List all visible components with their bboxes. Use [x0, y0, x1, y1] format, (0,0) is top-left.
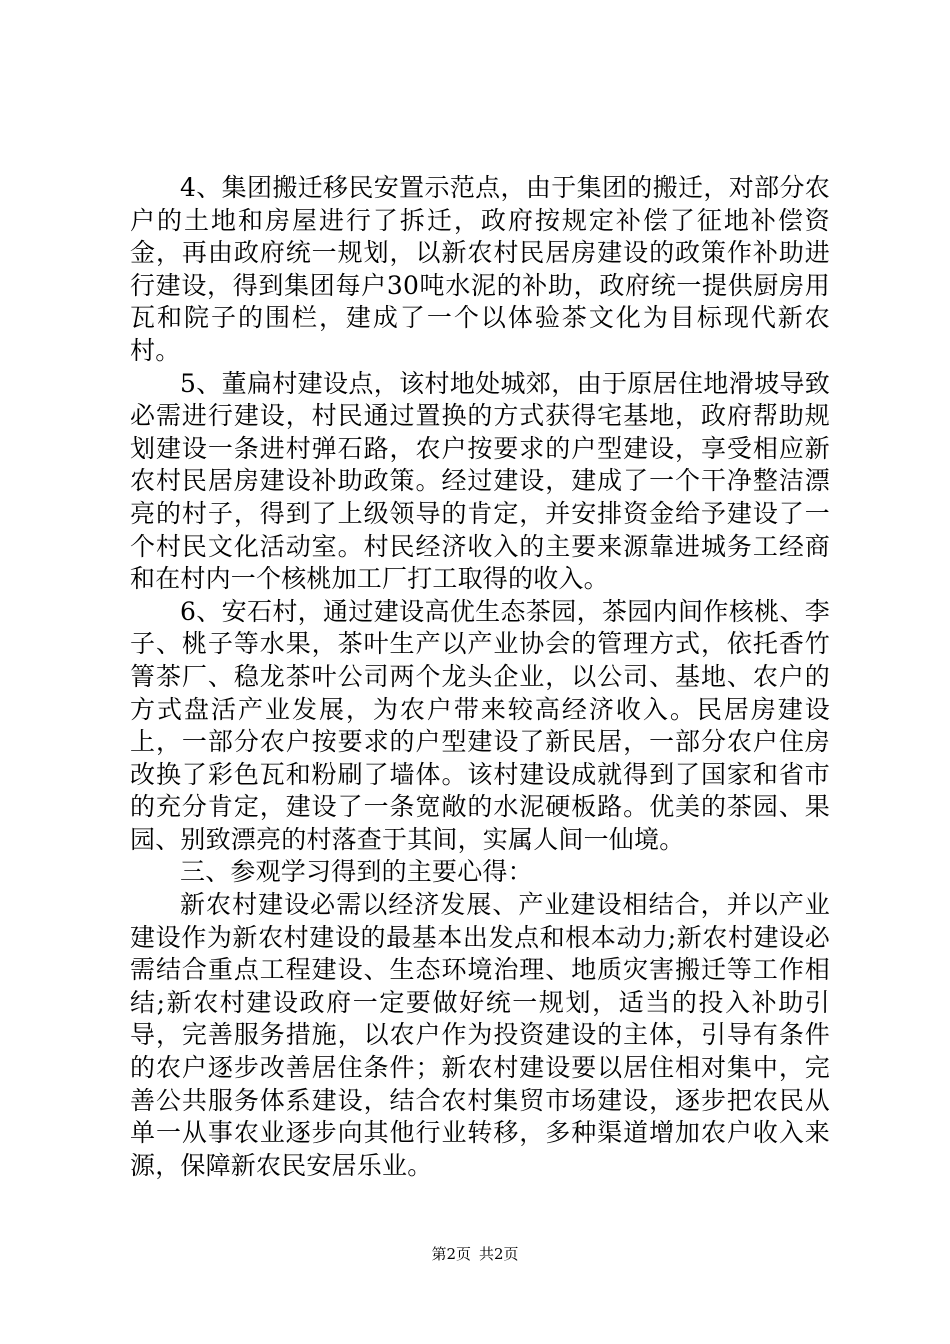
- page-number-current: 第2页: [431, 1245, 471, 1263]
- section-heading-3: 三、参观学习得到的主要心得：: [180, 857, 533, 887]
- document-body: [130, 172, 830, 1182]
- paragraph-section-5: 5、董扁村建设点，该村地处城郊，由于原居住地滑坡导致必需进行建设，村民通过置换的方式获得宅基地，政府帮助规划建设一条进村弹石路，农户按要求的户型建设，享受相应新农村民居房建设补助政策。经过建设，建成了一个干净整洁漂亮的村子，得到了上级领导的肯定，并安排资金给予建设了一个村民文化活动室。村民经济收入的主要来源靠进城务工经商和在村内一个核桃加工厂打工取得的收入。: [130, 368, 830, 594]
- paragraph-section-6: 6、安石村，通过建设高优生态茶园，茶园内间作核桃、李子、桃子等水果，茶叶生产以产业协会的管理方式，依托香竹箐茶厂、稳龙茶叶公司两个龙头企业，以公司、基地、农户的方式盘活产业发展，为农户带来较高经济收入。民居房建设上，一部分农户按要求的户型建设了新民居，一部分农户住房改换了彩色瓦和粉刷了墙体。该村建设成就得到了国家和省市的充分肯定，建设了一条宽敞的水泥硬板路。优美的茶园、果园、别致漂亮的村落查于其间，实属人间一仙境。: [130, 596, 830, 854]
- paragraph-conclusion: 新农村建设必需以经济发展、产业建设相结合，并以产业建设作为新农村建设的最基本出发点和根本动力;新农村建设必需结合重点工程建设、生态环境治理、地质灾害搬迁等工作相结;新农村建设政府一定要做好统一规划，适当的投入补助引导，完善服务措施，以农户作为投资建设的主体，引导有条件的农户逐步改善居住条件；新农村建设要以居住相对集中，完善公共服务体系建设，结合农村集贸市场建设，逐步把农民从单一从事农业逐步向其他行业转移，多种渠道增加农户收入来源，保障新农民安居乐业。: [130, 890, 830, 1180]
- paragraph-section-4: 4、集团搬迁移民安置示范点，由于集团的搬迁，对部分农户的土地和房屋进行了拆迁，政府按规定补偿了征地补偿资金，再由政府统一规划，以新农村民居房建设的政策作补助进行建设，得到集团每户30吨水泥的补助，政府统一提供厨房用瓦和院子的围栏，建成了一个以体验茶文化为目标现代新农村。: [130, 173, 830, 365]
- page-footer: [0, 1244, 950, 1264]
- page-number-total: 共2页: [479, 1245, 519, 1263]
